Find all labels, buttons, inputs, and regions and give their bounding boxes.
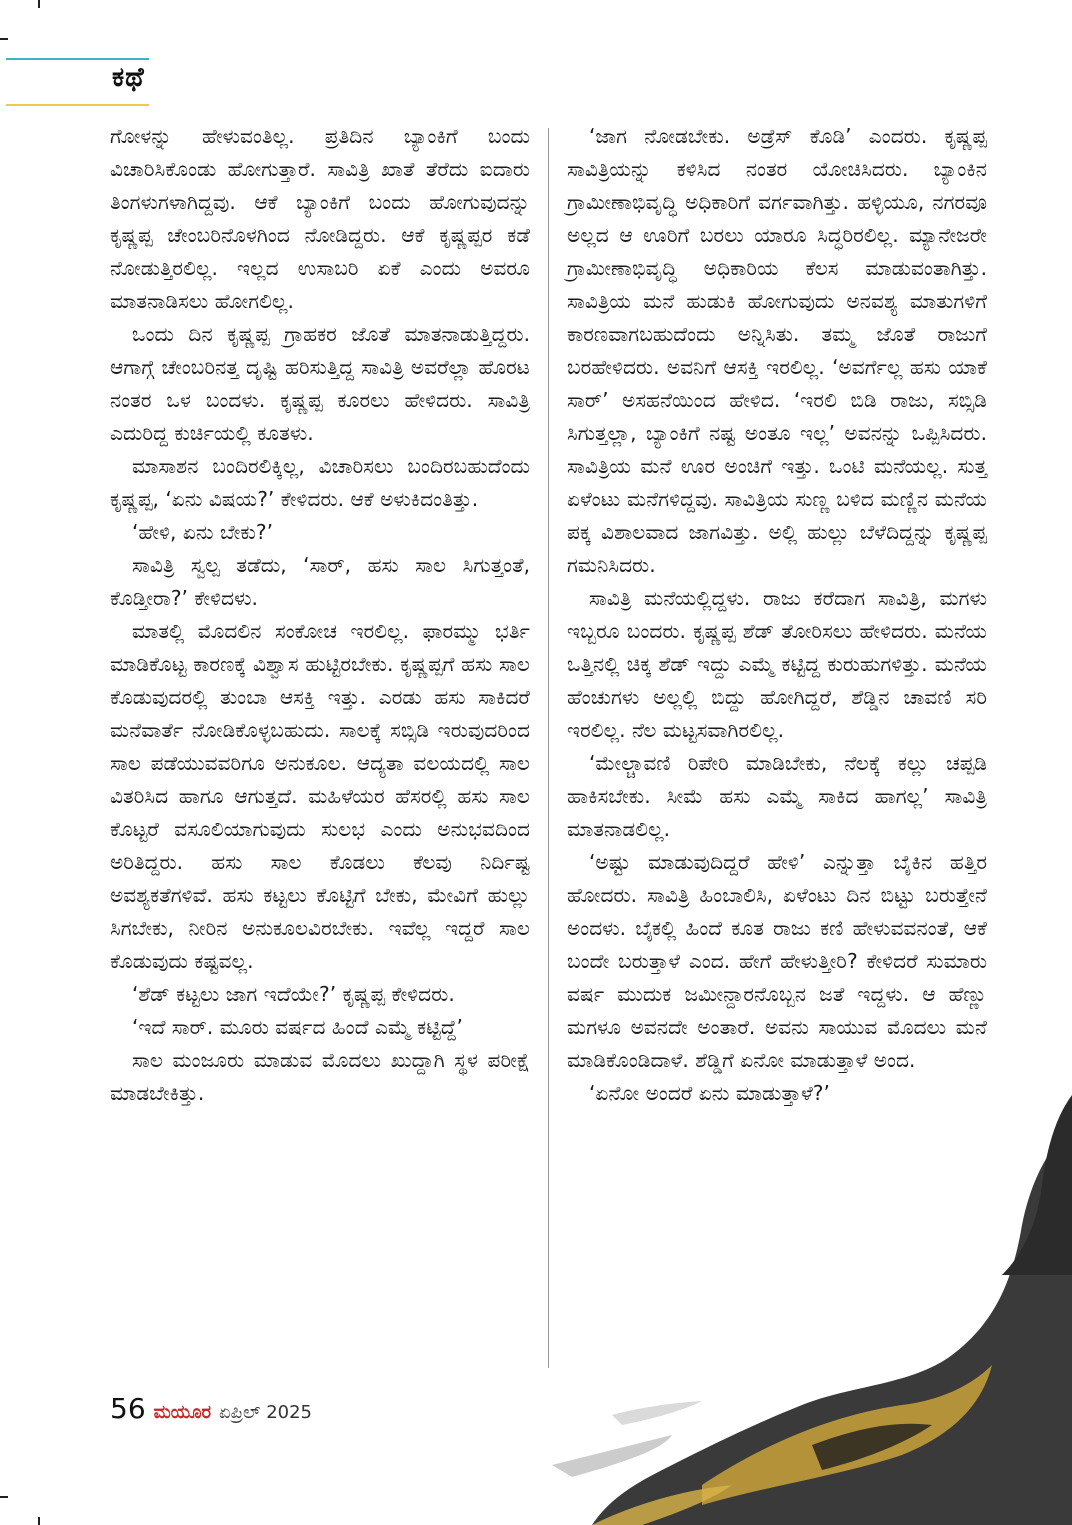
paragraph: ‘ಶೆಡ್ ಕಟ್ಟಲು ಜಾಗ ಇದೆಯೇ?’ ಕೃಷ್ಣಪ್ಪ ಕೇಳಿದರು.: [132, 982, 455, 1006]
crop-mark: [0, 1496, 8, 1498]
crop-mark: [38, 1517, 40, 1525]
paragraph: ‘ಏನೋ ಅಂದರೆ ಏನು ಮಾಡುತ್ತಾಳೆ?’: [589, 1081, 830, 1105]
paragraph: ಮಾಸಾಶನ ಬಂದಿರಲಿಕ್ಕಿಲ್ಲ, ವಿಚಾರಿಸಲು ಬಂದಿರಬಹುದೆಂದು ಕೃಷ್ಣಪ್ಪ, ‘ಏನು ವಿಷಯ?’ ಕೇಳಿದರು. ಆಕೆ ಅಳುಕಿದಂತಿತ್ತು.: [110, 454, 531, 511]
paragraph: ಸಾವಿತ್ರಿ ಮನೆಯಲ್ಲಿದ್ದಳು. ರಾಜು ಕರೆದಾಗ ಸಾವಿತ್ರಿ, ಮಗಳು ಇಬ್ಬರೂ ಬಂದರು. ಕೃಷ್ಣಪ್ಪ ಶೆಡ್ ತೋರಿಸಲು ಹೇಳಿದರು. ಮನೆಯ ಒತ್ತಿನಲ್ಲಿ ಚಿಕ್ಕ ಶೆಡ್ ಇದ್ದು ಎಮ್ಮೆ ಕಟ್ಟಿದ್ದ ಕುರುಹುಗಳಿತ್ತು. ಮನೆಯ ಹೆಂಚುಗಳು ಅಲ್ಲಲ್ಲಿ ಬಿದ್ದು ಹೋಗಿದ್ದರೆ, ಶೆಡ್ಡಿನ ಚಾವಣಿ ಸರಿ ಇರಲಿಲ್ಲ. ನೆಲ ಮಟ್ಟಸವಾಗಿರಲಿಲ್ಲ.: [567, 586, 987, 742]
paragraph: ಒಂದು ದಿನ ಕೃಷ್ಣಪ್ಪ ಗ್ರಾಹಕರ ಜೊತೆ ಮಾತನಾಡುತ್ತಿದ್ದರು. ಆಗಾಗ್ಗೆ ಚೇಂಬರಿನತ್ತ ದೃಷ್ಟಿ ಹರಿಸುತ್ತಿದ್ದ ಸಾವಿತ್ರಿ ಅವರೆಲ್ಲಾ ಹೊರಟ ನಂತರ ಒಳ ಬಂದಳು. ಕೃಷ್ಣಪ್ಪ ಕೂರಲು ಹೇಳಿದರು. ಸಾವಿತ್ರಿ ಎದುರಿದ್ದ ಕುರ್ಚಿಯಲ್ಲಿ ಕೂತಳು.: [110, 322, 530, 445]
crop-mark: [0, 38, 8, 40]
paragraph: ಸಾಲ ಮಂಜೂರು ಮಾಡುವ ಮೊದಲು ಖುದ್ದಾಗಿ ಸ್ಥಳ ಪರೀಕ್ಷೆ ಮಾಡಬೇಕಿತ್ತು.: [110, 1048, 530, 1105]
paragraph: ‘ಅಷ್ಟು ಮಾಡುವುದಿದ್ದರೆ ಹೇಳಿ’ ಎನ್ನುತ್ತಾ ಬೈಕಿನ ಹತ್ತಿರ ಹೋದರು. ಸಾವಿತ್ರಿ ಹಿಂಬಾಲಿಸಿ, ಏಳೆಂಟು ದಿನ ಬಿಟ್ಟು ಬರುತ್ತೇನೆ ಅಂದಳು. ಬೈಕಲ್ಲಿ ಹಿಂದೆ ಕೂತ ರಾಜು ಕಣಿ ಹೇಳುವವನಂತೆ, ಆಕೆ ಬಂದೇ ಬರುತ್ತಾಳೆ ಎಂದ. ಹೇಗೆ ಹೇಳುತ್ತೀರಿ? ಕೇಳಿದರೆ ಸುಮಾರು ವರ್ಷ ಮುದುಕ ಜಮೀನ್ದಾರನೊಬ್ಬನ ಜತೆ ಇದ್ದಳು. ಆ ಹೆಣ್ಣು ಮಗಳೂ ಅವನದೇ ಅಂತಾರೆ. ಅವನು ಸಾಯುವ ಮೊದಲು ಮನೆ ಮಾಡಿಕೊಂಡಿದಾಳೆ. ಶೆಡ್ಡಿಗೆ ಏನೋ ಮಾಡುತ್ತಾಳೆ ಅಂದ.: [567, 850, 988, 1072]
header-rule-teal: [6, 58, 149, 60]
paragraph: ‘ಹೇಳಿ, ಏನು ಬೇಕು?’: [132, 520, 273, 544]
brush-stroke-gray: [612, 1401, 702, 1425]
paragraph: ಸಾವಿತ್ರಿ ಸ್ವಲ್ಪ ತಡೆದು, ‘ಸಾರ್, ಹಸು ಸಾಲ ಸಿಗುತ್ತಂತೆ, ಕೊಡ್ತೀರಾ?’ ಕೇಳಿದಳು.: [110, 553, 530, 610]
paragraph: ‘ಜಾಗ ನೋಡಬೇಕು. ಅಡ್ರೆಸ್ ಕೊಡಿ’ ಎಂದರು. ಕೃಷ್ಣಪ್ಪ ಸಾವಿತ್ರಿಯನ್ನು ಕಳಿಸಿದ ನಂತರ ಯೋಚಿಸಿದರು. ಬ್ಯಾಂಕಿನ ಗ್ರಾಮೀಣಾಭಿವೃದ್ಧಿ ಅಧಿಕಾರಿಗೆ ವರ್ಗವಾಗಿತ್ತು. ಹಳ್ಳಿಯೂ, ನಗರವೂ ಅಲ್ಲದ ಆ ಊರಿಗೆ ಬರಲು ಯಾರೂ ಸಿದ್ಧರಿರಲಿಲ್ಲ. ಮ್ಯಾನೇಜರೇ ಗ್ರಾಮೀಣಾಭಿವೃದ್ಧಿ ಅಧಿಕಾರಿಯ ಕೆಲಸ ಮಾಡುವಂತಾಗಿತ್ತು. ಸಾವಿತ್ರಿಯ ಮನೆ ಹುಡುಕಿ ಹೋಗುವುದು ಅನವಶ್ಯ ಮಾತುಗಳಿಗೆ ಕಾರಣವಾಗಬಹುದೆಂದು ಅನ್ನಿಸಿತು. ತಮ್ಮ ಜೊತೆ ರಾಜುಗೆ ಬರಹೇಳಿದರು. ಅವನಿಗೆ ಆಸಕ್ತಿ ಇರಲಿಲ್ಲ. ‘ಅವರ್ಗೆಲ್ಲ ಹಸು ಯಾಕೆ ಸಾರ್’ ಅಸಹನೆಯಿಂದ ಹೇಳಿದ. ‘ಇರಲಿ ಬಿಡಿ ರಾಜು, ಸಬ್ಸಿಡಿ ಸಿಗುತ್ತಲ್ಲಾ, ಬ್ಯಾಂಕಿಗೆ ನಷ್ಟ ಅಂತೂ ಇಲ್ಲ’ ಅವನನ್ನು ಒಪ್ಪಿಸಿದರು. ಸಾವಿತ್ರಿಯ ಮನೆ ಊರ ಅಂಚಿಗೆ ಇತ್ತು. ಒಂಟಿ ಮನೆಯಲ್ಲ. ಸುತ್ತ ಏಳೆಂಟು ಮನೆಗಳಿದ್ದವು. ಸಾವಿತ್ರಿಯ ಸುಣ್ಣ ಬಳಿದ ಮಣ್ಣಿನ ಮನೆಯ ಪಕ್ಕ ವಿಶಾಲವಾದ ಜಾಗವಿತ್ತು. ಅಲ್ಲಿ ಹುಲ್ಲು ಬೆಳೆದಿದ್ದನ್ನು ಕೃಷ್ಣಪ್ಪ ಗಮನಿಸಿದರು.: [567, 124, 987, 577]
magazine-logo: ಮಯೂರ: [153, 1402, 212, 1423]
page-footer: [110, 1392, 312, 1425]
right-column: [567, 120, 987, 1110]
header-rule-yellow: [6, 104, 149, 106]
issue-date: ಏಪ್ರಿಲ್ 2025: [219, 1402, 313, 1423]
paragraph: ಮಾತಲ್ಲಿ ಮೊದಲಿನ ಸಂಕೋಚ ಇರಲಿಲ್ಲ. ಫಾರಮ್ಮು ಭರ್ತಿ ಮಾಡಿಕೊಟ್ಟ ಕಾರಣಕ್ಕೆ ವಿಶ್ವಾಸ ಹುಟ್ಟಿರಬೇಕು. ಕೃಷ್ಣಪ್ಪಗೆ ಹಸು ಸಾಲ ಕೊಡುವುದರಲ್ಲಿ ತುಂಬಾ ಆಸಕ್ತಿ ಇತ್ತು. ಎರಡು ಹಸು ಸಾಕಿದರೆ ಮನೆವಾರ್ತೆ ನೋಡಿಕೊಳ್ಳಬಹುದು. ಸಾಲಕ್ಕೆ ಸಬ್ಸಿಡಿ ಇರುವುದರಿಂದ ಸಾಲ ಪಡೆಯುವವರಿಗೂ ಅನುಕೂಲ. ಆದ್ಯತಾ ವಲಯದಲ್ಲಿ ಸಾಲ ವಿತರಿಸಿದ ಹಾಗೂ ಆಗುತ್ತದೆ. ಮಹಿಳೆಯರ ಹೆಸರಲ್ಲಿ ಹಸು ಸಾಲ ಕೊಟ್ಟರೆ ವಸೂಲಿಯಾಗುವುದು ಸುಲಭ ಎಂದು ಅನುಭವದಿಂದ ಅರಿತಿದ್ದರು. ಹಸು ಸಾಲ ಕೊಡಲು ಕೆಲವು ನಿರ್ದಿಷ್ಟ ಅವಶ್ಯಕತೆಗಳಿವೆ. ಹಸು ಕಟ್ಟಲು ಕೊಟ್ಟಿಗೆ ಬೇಕು, ಮೇವಿಗೆ ಹುಲ್ಲು ಸಿಗಬೇಕು, ನೀರಿನ ಅನುಕೂಲವಿರಬೇಕು. ಇವೆಲ್ಲ ಇದ್ದರೆ ಸಾಲ ಕೊಡುವುದು ಕಷ್ಟವಲ್ಲ.: [110, 619, 530, 973]
paragraph: ‘ಮೇಲ್ಚಾವಣಿ ರಿಪೇರಿ ಮಾಡಿಬೇಕು, ನೆಲಕ್ಕೆ ಕಲ್ಲು ಚಪ್ಪಡಿ ಹಾಕಿಸಬೇಕು. ಸೀಮೆ ಹಸು ಎಮ್ಮೆ ಸಾಕಿದ ಹಾಗಲ್ಲ’ ಸಾವಿತ್ರಿ ಮಾತನಾಡಲಿಲ್ಲ.: [567, 751, 987, 841]
crop-mark: [38, 0, 40, 8]
column-divider: [548, 128, 549, 1368]
brush-artwork: [552, 1085, 1072, 1525]
page-number: 56: [110, 1392, 146, 1425]
paragraph: ‘ಇದೆ ಸಾರ್. ಮೂರು ವರ್ಷದ ಹಿಂದೆ ಎಮ್ಮೆ ಕಟ್ಟಿದ್ದೆ’: [132, 1015, 463, 1039]
brush-stroke-gray: [552, 1435, 672, 1477]
paragraph: ಗೋಳನ್ನು ಹೇಳುವಂತಿಲ್ಲ. ಪ್ರತಿದಿನ ಬ್ಯಾಂಕಿಗೆ ಬಂದು ವಿಚಾರಿಸಿಕೊಂಡು ಹೋಗುತ್ತಾರೆ. ಸಾವಿತ್ರಿ ಖಾತೆ ತೆರೆದು ಐದಾರು ತಿಂಗಳುಗಳಾಗಿದ್ದವು. ಆಕೆ ಬ್ಯಾಂಕಿಗೆ ಬಂದು ಹೋಗುವುದನ್ನು ಕೃಷ್ಣಪ್ಪ ಚೇಂಬರಿನೊಳಗಿಂದ ನೋಡಿದ್ದರು. ಆಕೆ ಕೃಷ್ಣಪ್ಪರ ಕಡೆ ನೋಡುತ್ತಿರಲಿಲ್ಲ. ಇಲ್ಲದ ಉಸಾಬರಿ ಏಕೆ ಎಂದು ಅವರೂ ಮಾತನಾಡಿಸಲು ಹೋಗಲಿಲ್ಲ.: [110, 124, 530, 313]
left-column: [110, 120, 530, 1110]
section-title: ಕಥೆ: [112, 62, 145, 93]
